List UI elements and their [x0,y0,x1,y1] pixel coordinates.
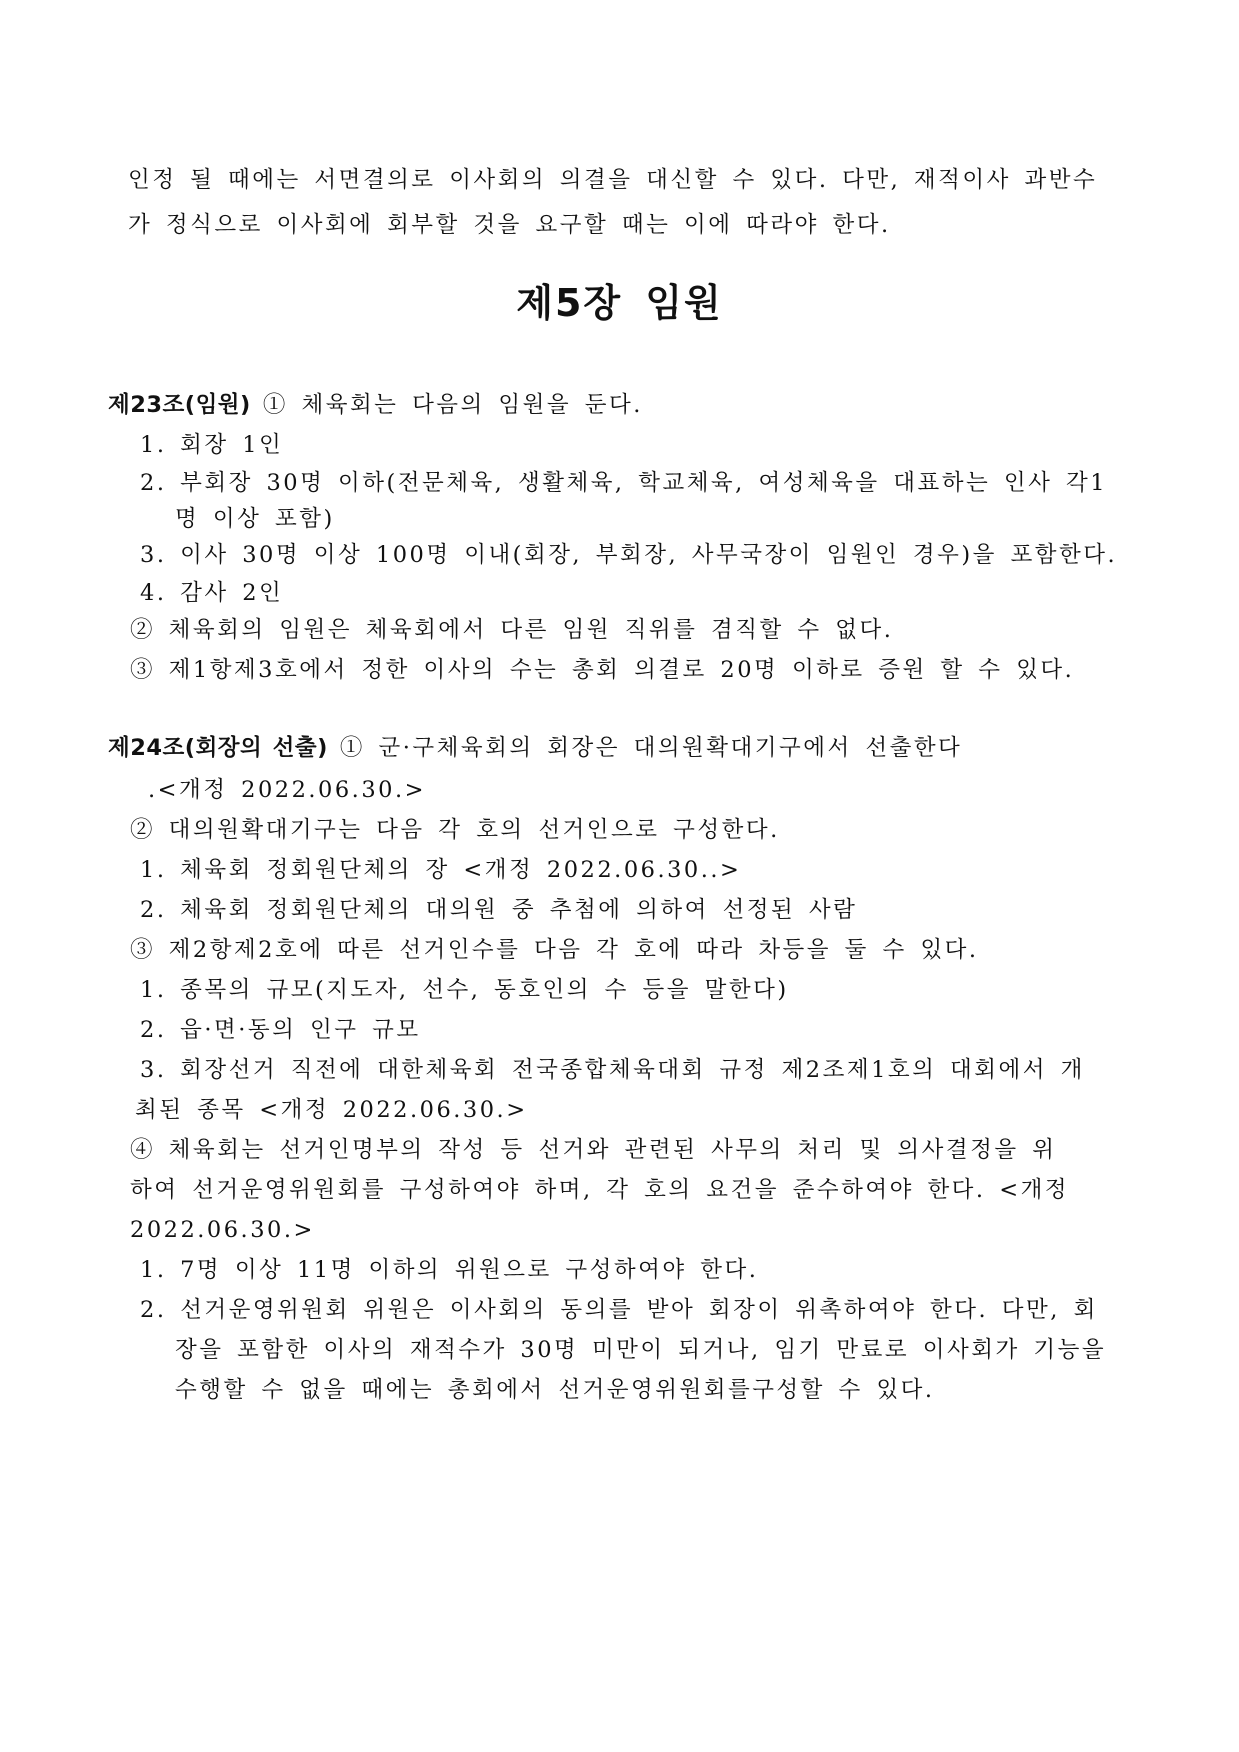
article-24-para-2-item-1: 1. 체육회 정회원단체의 장 <개정 2022.06.30..> [140,857,742,883]
article-23-heading: 제23조(임원) [108,392,251,418]
article-24-para-4-item-2-cont-2: 수행할 수 없을 때에는 총회에서 선거운영위원회를구성할 수 있다. [175,1377,935,1403]
article-24-para-2: ② 대의원확대기구는 다음 각 호의 선거인으로 구성한다. [130,817,780,843]
article-23-para-2: ② 체육회의 임원은 체육회에서 다른 임원 직위를 겸직할 수 없다. [130,617,894,643]
article-24-para-4-item-1: 1. 7명 이상 11명 이하의 위원으로 구성하여야 한다. [140,1257,759,1283]
article-24-para-4-line-1: ④ 체육회는 선거인명부의 작성 등 선거와 관련된 사무의 처리 및 의사결정을 위 [130,1137,1057,1163]
article-24-para-4-item-2-cont-1: 장을 포함한 이사의 재적수가 30명 미만이 되거나, 임기 만료로 이사회가 기능을 [175,1337,1107,1363]
intro-line-2: 가 정식으로 이사회에 회부할 것을 요구할 때는 이에 따라야 한다. [128,212,891,238]
intro-line-1: 인정 될 때에는 서면결의로 이사회의 의결을 대신할 수 있다. 다만, 재적이사 과반수 [128,167,1098,193]
article-24-para-3-item-3: 3. 회장선거 직전에 대한체육회 전국종합체육대회 규정 제2조제1호의 대회에서 개 [140,1057,1085,1083]
article-23-para-3: ③ 제1항제3호에서 정한 이사의 수는 총회 의결로 20명 이하로 증원 할 수 있다. [130,657,1075,683]
article-24-para-3: ③ 제2항제2호에 따른 선거인수를 다음 각 호에 따라 차등을 둘 수 있다. [130,937,979,963]
article-24-para-2-item-2: 2. 체육회 정회원단체의 대의원 중 추첨에 의하여 선정된 사람 [140,897,858,923]
article-24-para-4-item-2: 2. 선거운영위원회 위원은 이사회의 동의를 받아 회장이 위촉하여야 한다. 다만, 회 [140,1297,1098,1323]
article-23-item-4: 4. 감사 2인 [140,580,284,606]
article-24-para-3-item-3-cont: 최된 종목 <개정 2022.06.30.> [135,1097,528,1123]
article-24-heading: 제24조(회장의 선출) [108,735,328,761]
article-24-para-4-line-3: 2022.06.30.> [130,1217,315,1243]
article-24-lead-cont: .<개정 2022.06.30.> [148,777,426,803]
article-23-item-2-cont: 명 이상 포함) [175,506,335,532]
article-24-para-3-item-2: 2. 읍·면·동의 인구 규모 [140,1017,421,1043]
article-23-item-1: 1. 회장 1인 [140,432,284,458]
article-24-lead-line [108,733,962,763]
article-24-para-3-item-1: 1. 종목의 규모(지도자, 선수, 동호인의 수 등을 말한다) [140,977,789,1003]
article-23-lead: ① 체육회는 다음의 임원을 둔다. [262,392,643,418]
article-24-para-4-line-2: 하여 선거운영위원회를 구성하여야 하며, 각 호의 요건을 준수하여야 한다. <개정 [130,1177,1070,1203]
article-23-item-3: 3. 이사 30명 이상 100명 이내(회장, 부회장, 사무국장이 임원인 경우)을 포함한다. [140,542,1118,568]
article-24-lead: ① 군·구체육회의 회장은 대의원확대기구에서 선출한다 [339,735,963,761]
chapter-title: 제5장 임원 [516,281,723,325]
article-23-lead-line [108,390,643,420]
article-23-item-2: 2. 부회장 30명 이하(전문체육, 생활체육, 학교체육, 여성체육을 대표하는 인사 각1 [140,470,1108,496]
